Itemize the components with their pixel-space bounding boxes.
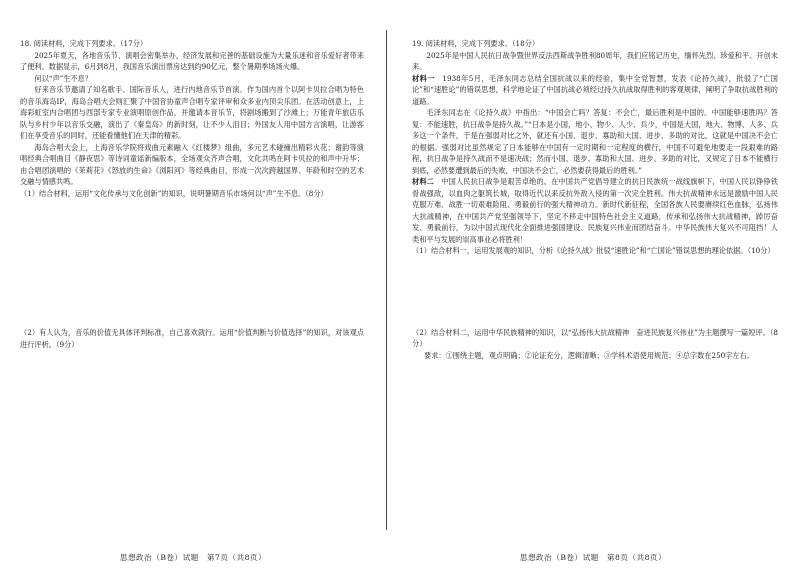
q18-header: 18. 阅读材料，完成下列要求。（17分） xyxy=(20,39,148,48)
q18-paragraph-2: 何以“声”生不息？ xyxy=(34,73,93,83)
q18-subquestion-2: （2）有人认为，音乐的价值无具体评判标准，自己喜欢就行。运用“价值判断与价值选择”的知识，对该观点进行评析。（9分） xyxy=(20,328,364,349)
answer-space-1 xyxy=(20,199,364,269)
page-footer-right: 思想政治（B卷）试题 第8页（共8页） xyxy=(519,553,667,562)
q18-subquestion-1: （1）结合材料，运用“文化传承与文化创新”的知识，说明暑期音乐市场何以“声”生不息。（8分） xyxy=(20,188,328,198)
q19-subquestion-1: （1）结合材料一，运用发展观的知识，分析《论持久战》批驳“速胜论”和“亡国论”错误思想的理论依据。（10分） xyxy=(412,246,775,255)
answer-space-1b xyxy=(20,269,364,327)
material-2-text: 中国人民抗日战争是艰苦卓绝的。在中国共产党倡导建立的抗日民族统一战线旗帜下，中国人民以铮铮铁骨战强敌，以血肉之躯筑长城，取得近代以来反抗外敌入侵的第一次完全胜利。伟大抗战精神永远是激励中国人民克服万难、战胜一切艰难险阻、勇毅前行的强大精神动力。新时代新征程，全国各族人民要赓续红色血脉，弘扬伟大抗战精神，在中国共产党坚强领导下，坚定不移走中国特色社会主义道路，传承和弘扬伟大抗战精神，踔厉奋发、勇毅前行，为以中国式现代化全面推进强国建设、民族复兴伟业而团结奋斗。中华民族伟大复兴不可阻挡！人类和平与发展的崇高事业必将胜利！ xyxy=(412,177,778,244)
question-19 xyxy=(412,38,778,361)
material-2-label: 材料二 xyxy=(412,177,434,186)
q19-header: 19. 阅读材料，完成下列要求。（18分） xyxy=(412,39,540,48)
q18-paragraph-3: 好来音乐节邀请了知名歌手、国际音乐人，进行内地音乐节首演。作为国内首个以阿卡贝拉合唱为特色的音乐海岛IP，海岛合唱大会则汇聚了中国音协童声合唱专家评审和众多业内顶尖乐团。在活动创意上，上海彩虹室内合唱团与西部专家专业演唱原创作品，并邀请本音乐节，将剧场搬到了沙滩上；万能青年旅店乐队与乡村少年以音乐交融，演出了《秦皇岛》的新时刻，让不少人泪目；外国友人用中国方言演唱，让游客们在享受音乐的同时，还能看懂他们在天津的精彩。 xyxy=(20,85,364,140)
question-18 xyxy=(20,38,364,350)
q19-material-2 xyxy=(412,176,778,245)
page-8 xyxy=(386,0,800,579)
q18-paragraph-4: 海岛合唱大会上，上海音乐学院将戏曲元素融入《红楼梦》组曲，多元艺术碰撞出精彩火花；谢韵等演唱经典合唱曲目《静夜思》等诗词童谣新编版本，全场观众齐声合唱，文化共鸣在阿卡贝拉的和声中升华；由合唱团演唱的《茉莉花》《怒放的生命》《浏阳河》等经典曲目，形成一次次跨越国界、年龄和时空的艺术交融与情感共鸣。 xyxy=(20,142,364,186)
q19-material-1-quote: 毛泽东同志在《论持久战》中指出：“中国会亡吗？答复：不会亡，最后胜利是中国的。中国能够速胜吗？答复：不能速胜，抗日战争是持久战。”“日本是小国，地小、物少、人少、兵少，中国是大国，地大、物博、人多、兵多这一个条件，于是在强弱对比之外，就还有小国、退步、寡助和大国、进步、多助的对比，这就是中国决不会亡的根据。强弱对比虽然规定了日本能够在中国有一定时期和一定程度的横行，中国不可避免地要走一段艰难的路程，抗日战争是持久战而不是速决战；然而小国、退步、寡助和大国、进步、多助的对比，又规定了日本不能横行到底，必然要遭到最后的失败，中国决不会亡，必然要获得最后的胜利。” xyxy=(412,108,778,175)
q19-requirements: 要求：①围绕主题，观点明确；②论证充分，逻辑清晰；③学科术语使用规范；④总字数在250字左右。 xyxy=(424,350,754,360)
page-7 xyxy=(0,0,386,579)
q19-intro: 2025年是中国人民抗日战争暨世界反法西斯战争胜利80周年，我们应铭记历史、缅怀先烈、珍爱和平、开创未来。 xyxy=(412,50,778,71)
q19-subquestion-2: （2）结合材料二，运用中华民族精神的知识，以“弘扬伟大抗战精神 奋进民族复兴伟业”为主题撰写一篇短评。（8分） xyxy=(412,327,778,348)
q18-paragraph-1: 2025年夏天，各地音乐节、演唱会密集举办，经济发展和完善的基础设施为大量乐迷和音乐爱好者带来了便利。数据显示，6月到8月，我国音乐演出票房达到约90亿元，整个暑期季场场火爆。 xyxy=(20,50,364,71)
page-footer-left: 思想政治（B卷）试题 第7页（共8页） xyxy=(119,553,267,562)
material-1-text: 1938年5月，毛泽东同志总结全国抗战以来的经验，集中全党智慧，发表《论持久战》，批驳了“亡国论”和“速胜论”的错误思想，科学地论证了中国抗战必须经过持久抗战取得胜利的客观规律，阐明了争取抗战胜利的道路。 xyxy=(412,73,778,106)
material-1-label: 材料一 xyxy=(412,73,435,83)
q19-material-1 xyxy=(412,73,778,108)
answer-space-3 xyxy=(412,257,778,327)
